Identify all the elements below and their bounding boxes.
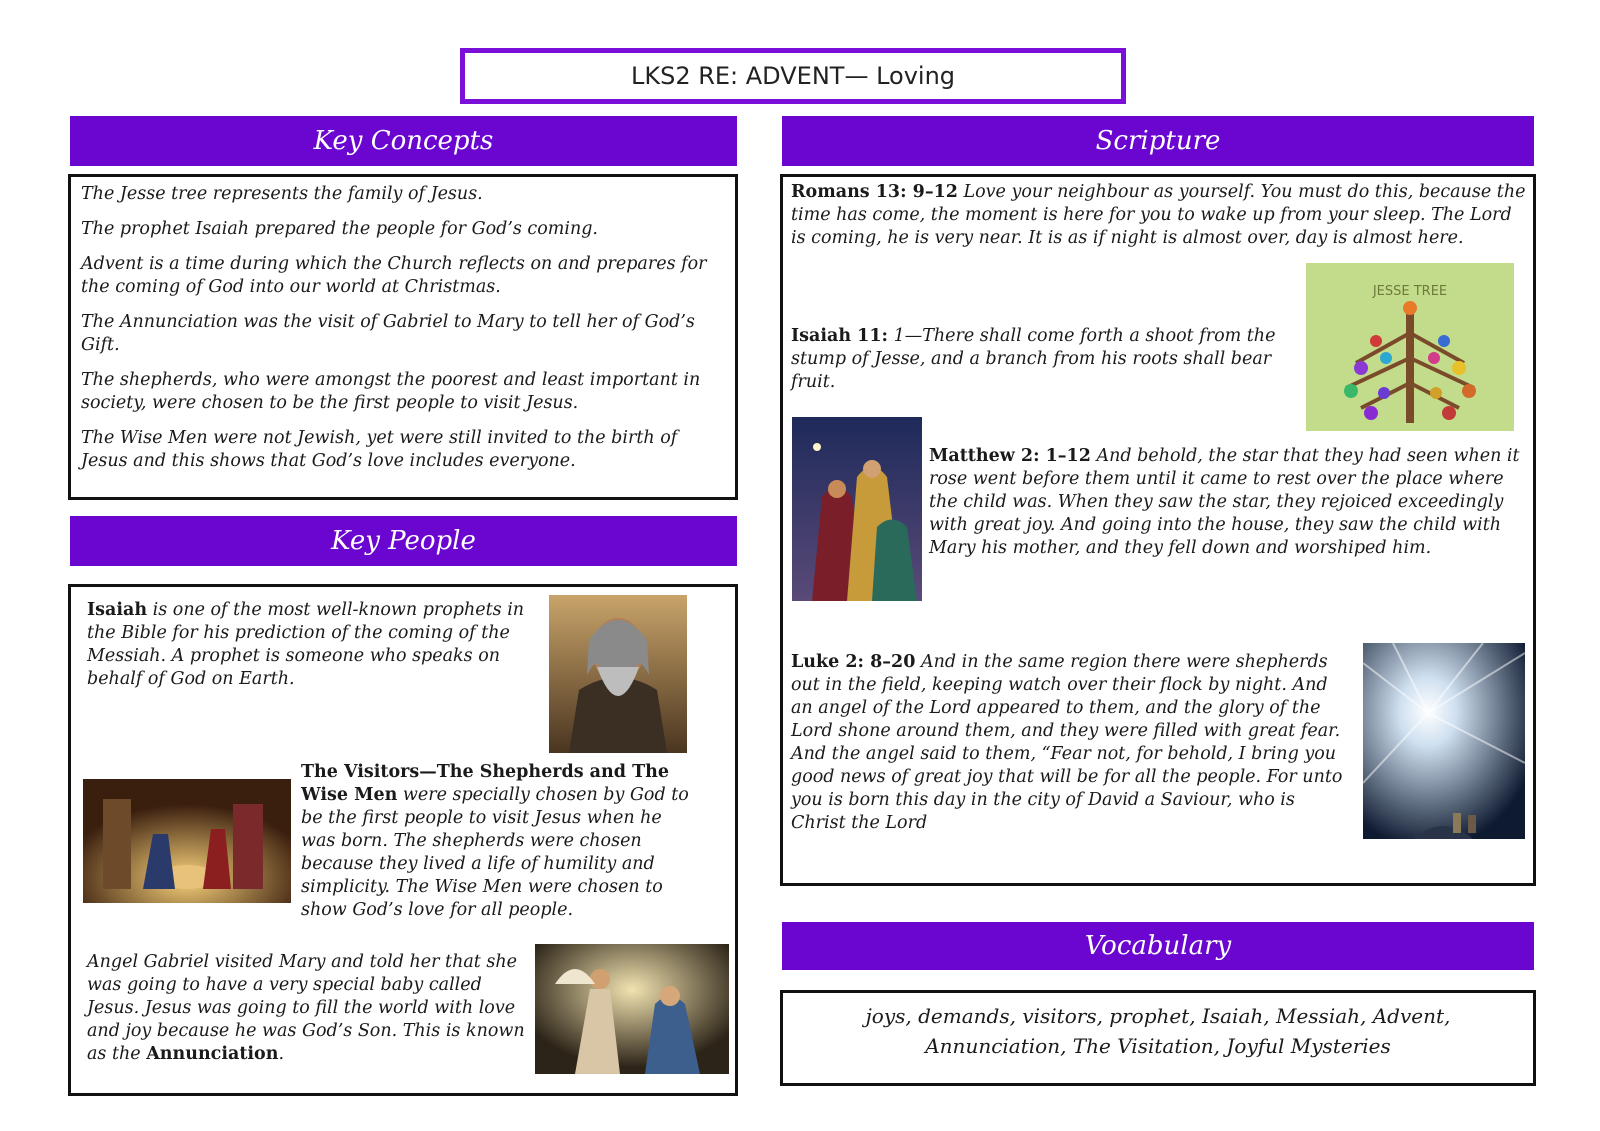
annunciation-image — [535, 944, 729, 1074]
luke-passage — [791, 651, 1351, 835]
gabriel-text: Angel Gabriel visited Mary and told her that she was going to have a very special baby called Jesus. Jesus was going to fill the world with love and joy because he was God’s Son. This is known as the — [87, 952, 525, 1064]
visitors-text: were specially chosen by God to be the first people to visit Jesus when he was born. The shepherds were chosen because they lived a life of humility and simplicity. The Wise Men were chosen to show God’s love for all people. — [301, 785, 689, 920]
key-people-panel — [68, 584, 738, 1096]
scripture-heading: Scripture — [782, 116, 1534, 166]
isaiah-passage — [791, 325, 1291, 394]
visitors-description — [301, 761, 701, 922]
luke-ref: Luke 2: 8–20 — [791, 652, 916, 672]
isaiah-passage-text: 1—There shall come forth a shoot from the stump of Jesse, and a branch from his roots shall bear fruit. — [791, 326, 1276, 392]
scripture-panel — [780, 174, 1536, 886]
visitors-name: The Visitors—The Shepherds and The Wise Men — [301, 762, 669, 805]
matthew-text: And behold, the star that they had seen when it rose went before them until it came to rest over the place where the child was. When they saw the star, they rejoiced exceedingly with great joy. And going into the house, they saw the child with Mary his mother, and they fell down and worshiped him. — [929, 446, 1520, 558]
vocabulary-line: joys, demands, visitors, prophet, Isaiah, Messiah, Advent, — [865, 1004, 1451, 1028]
vocabulary-heading: Vocabulary — [782, 922, 1534, 970]
key-concept-item: The prophet Isaiah prepared the people for God’s coming. — [81, 219, 598, 239]
vocabulary-panel — [780, 990, 1536, 1086]
key-concept-item: The shepherds, who were amongst the poorest and least important in society, were chosen to be the first people to visit Jesus. — [81, 370, 701, 413]
vocabulary-line: Annunciation, The Visitation, Joyful Mysteries — [925, 1034, 1391, 1058]
matthew-passage — [929, 445, 1529, 560]
key-concepts-panel — [68, 174, 738, 500]
romans-text: Love your neighbour as yourself. You must do this, because the time has come, the moment is here for you to wake up from your sleep. The Lord is coming, he is very near. It is as if night is almost over, day is almost here. — [791, 182, 1526, 248]
page-title: LKS2 RE: ADVENT— Loving — [460, 48, 1126, 104]
luke-text: And in the same region there were shepherds out in the field, keeping watch over their flock by night. And an angel of the Lord appeared to them, and the glory of the Lord shone around them, and they were filled with great fear. And the angel said to them, “Fear not, for behold, I bring you good news of great joy that will be for all the people. For unto you is born this day in the city of David a Saviour, who is Christ the Lord — [791, 652, 1343, 833]
angel-shepherds-image — [1363, 643, 1525, 839]
key-concepts-heading: Key Concepts — [70, 116, 737, 166]
jesse-tree-label: JESSE TREE — [1372, 284, 1448, 299]
gabriel-end: . — [278, 1044, 285, 1064]
nativity-visitors-image — [83, 779, 291, 903]
isaiah-text: is one of the most well-known prophets in the Bible for his prediction of the coming of the Messiah. A prophet is someone who speaks on behalf of God on Earth. — [87, 600, 525, 689]
key-concept-item: The Wise Men were not Jewish, yet were still invited to the birth of Jesus and this shows that God’s love includes everyone. — [81, 428, 678, 471]
key-concept-item: The Annunciation was the visit of Gabriel to Mary to tell her of God’s Gift. — [81, 312, 695, 355]
romans-passage — [791, 181, 1529, 250]
isaiah-portrait-image — [549, 595, 687, 753]
isaiah-ref: Isaiah 11: — [791, 326, 888, 346]
jesse-tree-image — [1306, 263, 1514, 431]
key-concept-item: Advent is a time during which the Church reflects on and prepares for the coming of God into our world at Christmas. — [81, 254, 707, 297]
gabriel-description — [87, 951, 525, 1066]
isaiah-description — [87, 599, 527, 691]
romans-ref: Romans 13: 9–12 — [791, 182, 958, 202]
isaiah-name: Isaiah — [87, 600, 148, 620]
key-concept-item: The Jesse tree represents the family of Jesus. — [81, 184, 483, 204]
key-people-heading: Key People — [70, 516, 737, 566]
matthew-ref: Matthew 2: 1–12 — [929, 446, 1091, 466]
wise-men-image — [792, 417, 922, 601]
annunciation-term: Annunciation — [146, 1044, 279, 1064]
